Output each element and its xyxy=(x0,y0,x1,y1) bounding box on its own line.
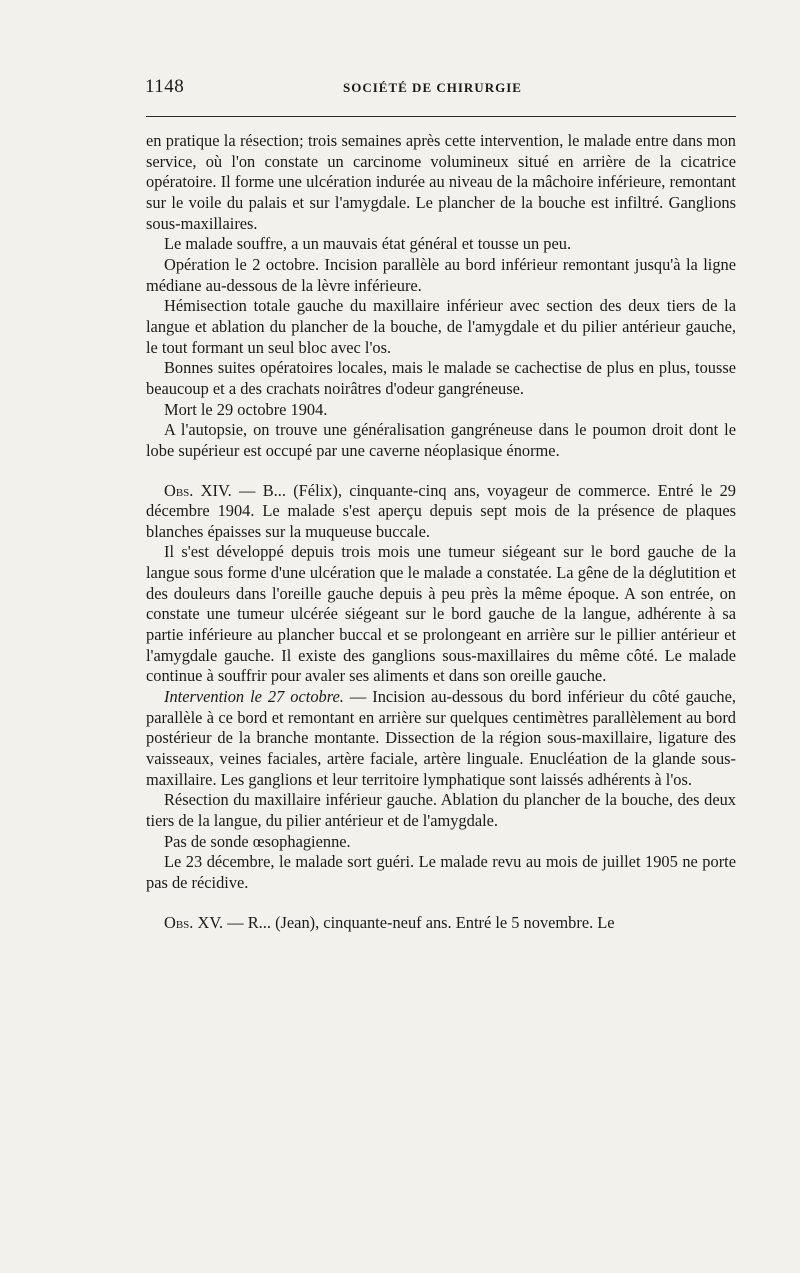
observation-label: Obs. XIV. xyxy=(164,480,232,500)
paragraph-text: Mort le 29 octobre 1904. xyxy=(164,399,328,419)
paragraph-text: A l'autopsie, on trouve une généralisation gangréneuse dans le poumon droit dont le lobe supérieur est occupé par une caverne néoplasique énorme. xyxy=(146,420,736,460)
paragraph xyxy=(146,542,736,687)
intervention-label: Intervention le 27 octobre. xyxy=(164,687,344,707)
paragraph xyxy=(146,131,736,234)
paragraph-text: Résection du maxillaire inférieur gauche. Ablation du plancher de la bouche, des deux tiers de la langue, du pilier antérieur et de l'amygdale. xyxy=(146,790,736,830)
paragraph xyxy=(146,358,736,399)
paragraph-text: — B... (Félix), cinquante-cinq ans, voyageur de commerce. Entré le 29 décembre 1904. Le malade s'est aperçu depuis sept mois de la présence de plaques blanches épaisses sur la muqueuse buccale. xyxy=(146,480,736,541)
paragraph xyxy=(146,832,736,853)
paragraph-text: Hémisection totale gauche du maxillaire inférieur avec section des deux tiers de la langue et ablation du plancher de la bouche, de l'amygdale et du pilier antérieur gauche, le tout formant un seul bloc avec l'os. xyxy=(146,296,736,357)
paragraph xyxy=(146,296,736,358)
observation-heading-paragraph xyxy=(146,481,736,543)
paragraph-text: Le malade souffre, a un mauvais état général et tousse un peu. xyxy=(164,234,572,254)
paragraph xyxy=(146,852,736,893)
observation-heading-paragraph xyxy=(146,913,736,934)
paragraph xyxy=(146,400,736,421)
paragraph-text: en pratique la résection; trois semaines après cette intervention, le malade entre dans mon service, où l'on constate un carcinome volumineux situé en arrière de la cicatrice opératoire. Il forme une ulcération indurée au niveau de la mâchoire inférieure, remontant sur le voile du palais et sur l'amygdale. Le plancher de la bouche est infiltré. Ganglions sous-maxillaires. xyxy=(146,131,736,233)
running-header xyxy=(145,76,737,100)
paragraph-text: Il s'est développé depuis trois mois une tumeur siégeant sur le bord gauche de la langue sous forme d'une ulcération que le malade a constatée. La gêne de la déglutition et des douleurs dans l'oreille gauche depuis à peu près la même époque. A son entrée, on constate une tumeur ulcérée siégeant sur le bord gauche de la langue, adhérente à sa partie inférieure au plancher buccal et se prolongeant en arrière sur le pillier antérieur et l'amygdale gauche. Il existe des ganglions sous-maxillaires du même côté. Le malade continue à souffrir pour avaler ses aliments et dans son oreille gauche. xyxy=(146,542,736,686)
paragraph xyxy=(146,234,736,255)
page-number: 1148 xyxy=(145,76,185,97)
paragraph-text: — Incision au-dessous du bord inférieur du côté gauche, parallèle à ce bord et remontant en arrière sur quelques centimètres parallèlement au bord postérieur de la branche montante. Dissection de la région sous-maxillaire, ligature des vaisseaux, veines faciales, artère faciale, artère linguale. Enucléation de la glande sous-maxillaire. Les ganglions et leur territoire lymphatique sont laissés adhérents à l'os. xyxy=(146,687,736,789)
paragraph-text: Le 23 décembre, le malade sort guéri. Le malade revu au mois de juillet 1905 ne porte pas de récidive. xyxy=(146,852,736,892)
paragraph-text: — R... (Jean), cinquante-neuf ans. Entré le 5 novembre. Le xyxy=(223,912,615,932)
paragraph-text: Opération le 2 octobre. Incision parallèle au bord inférieur remontant jusqu'à la ligne médiane au-dessous de la lèvre inférieure. xyxy=(146,254,736,295)
paragraph xyxy=(146,687,736,790)
observation-label: Obs. XV. xyxy=(164,912,224,932)
paragraph xyxy=(146,255,736,296)
header-rule xyxy=(146,116,736,117)
paragraph xyxy=(146,420,736,461)
paragraph xyxy=(146,790,736,831)
paragraph-text: Pas de sonde œsophagienne. xyxy=(164,831,351,851)
body-text xyxy=(146,131,736,933)
running-title: SOCIÉTÉ DE CHIRURGIE xyxy=(343,80,522,95)
paragraph-text: Bonnes suites opératoires locales, mais le malade se cachectise de plus en plus, tousse beaucoup et a des crachats noirâtres d'odeur gangréneuse. xyxy=(146,358,736,398)
